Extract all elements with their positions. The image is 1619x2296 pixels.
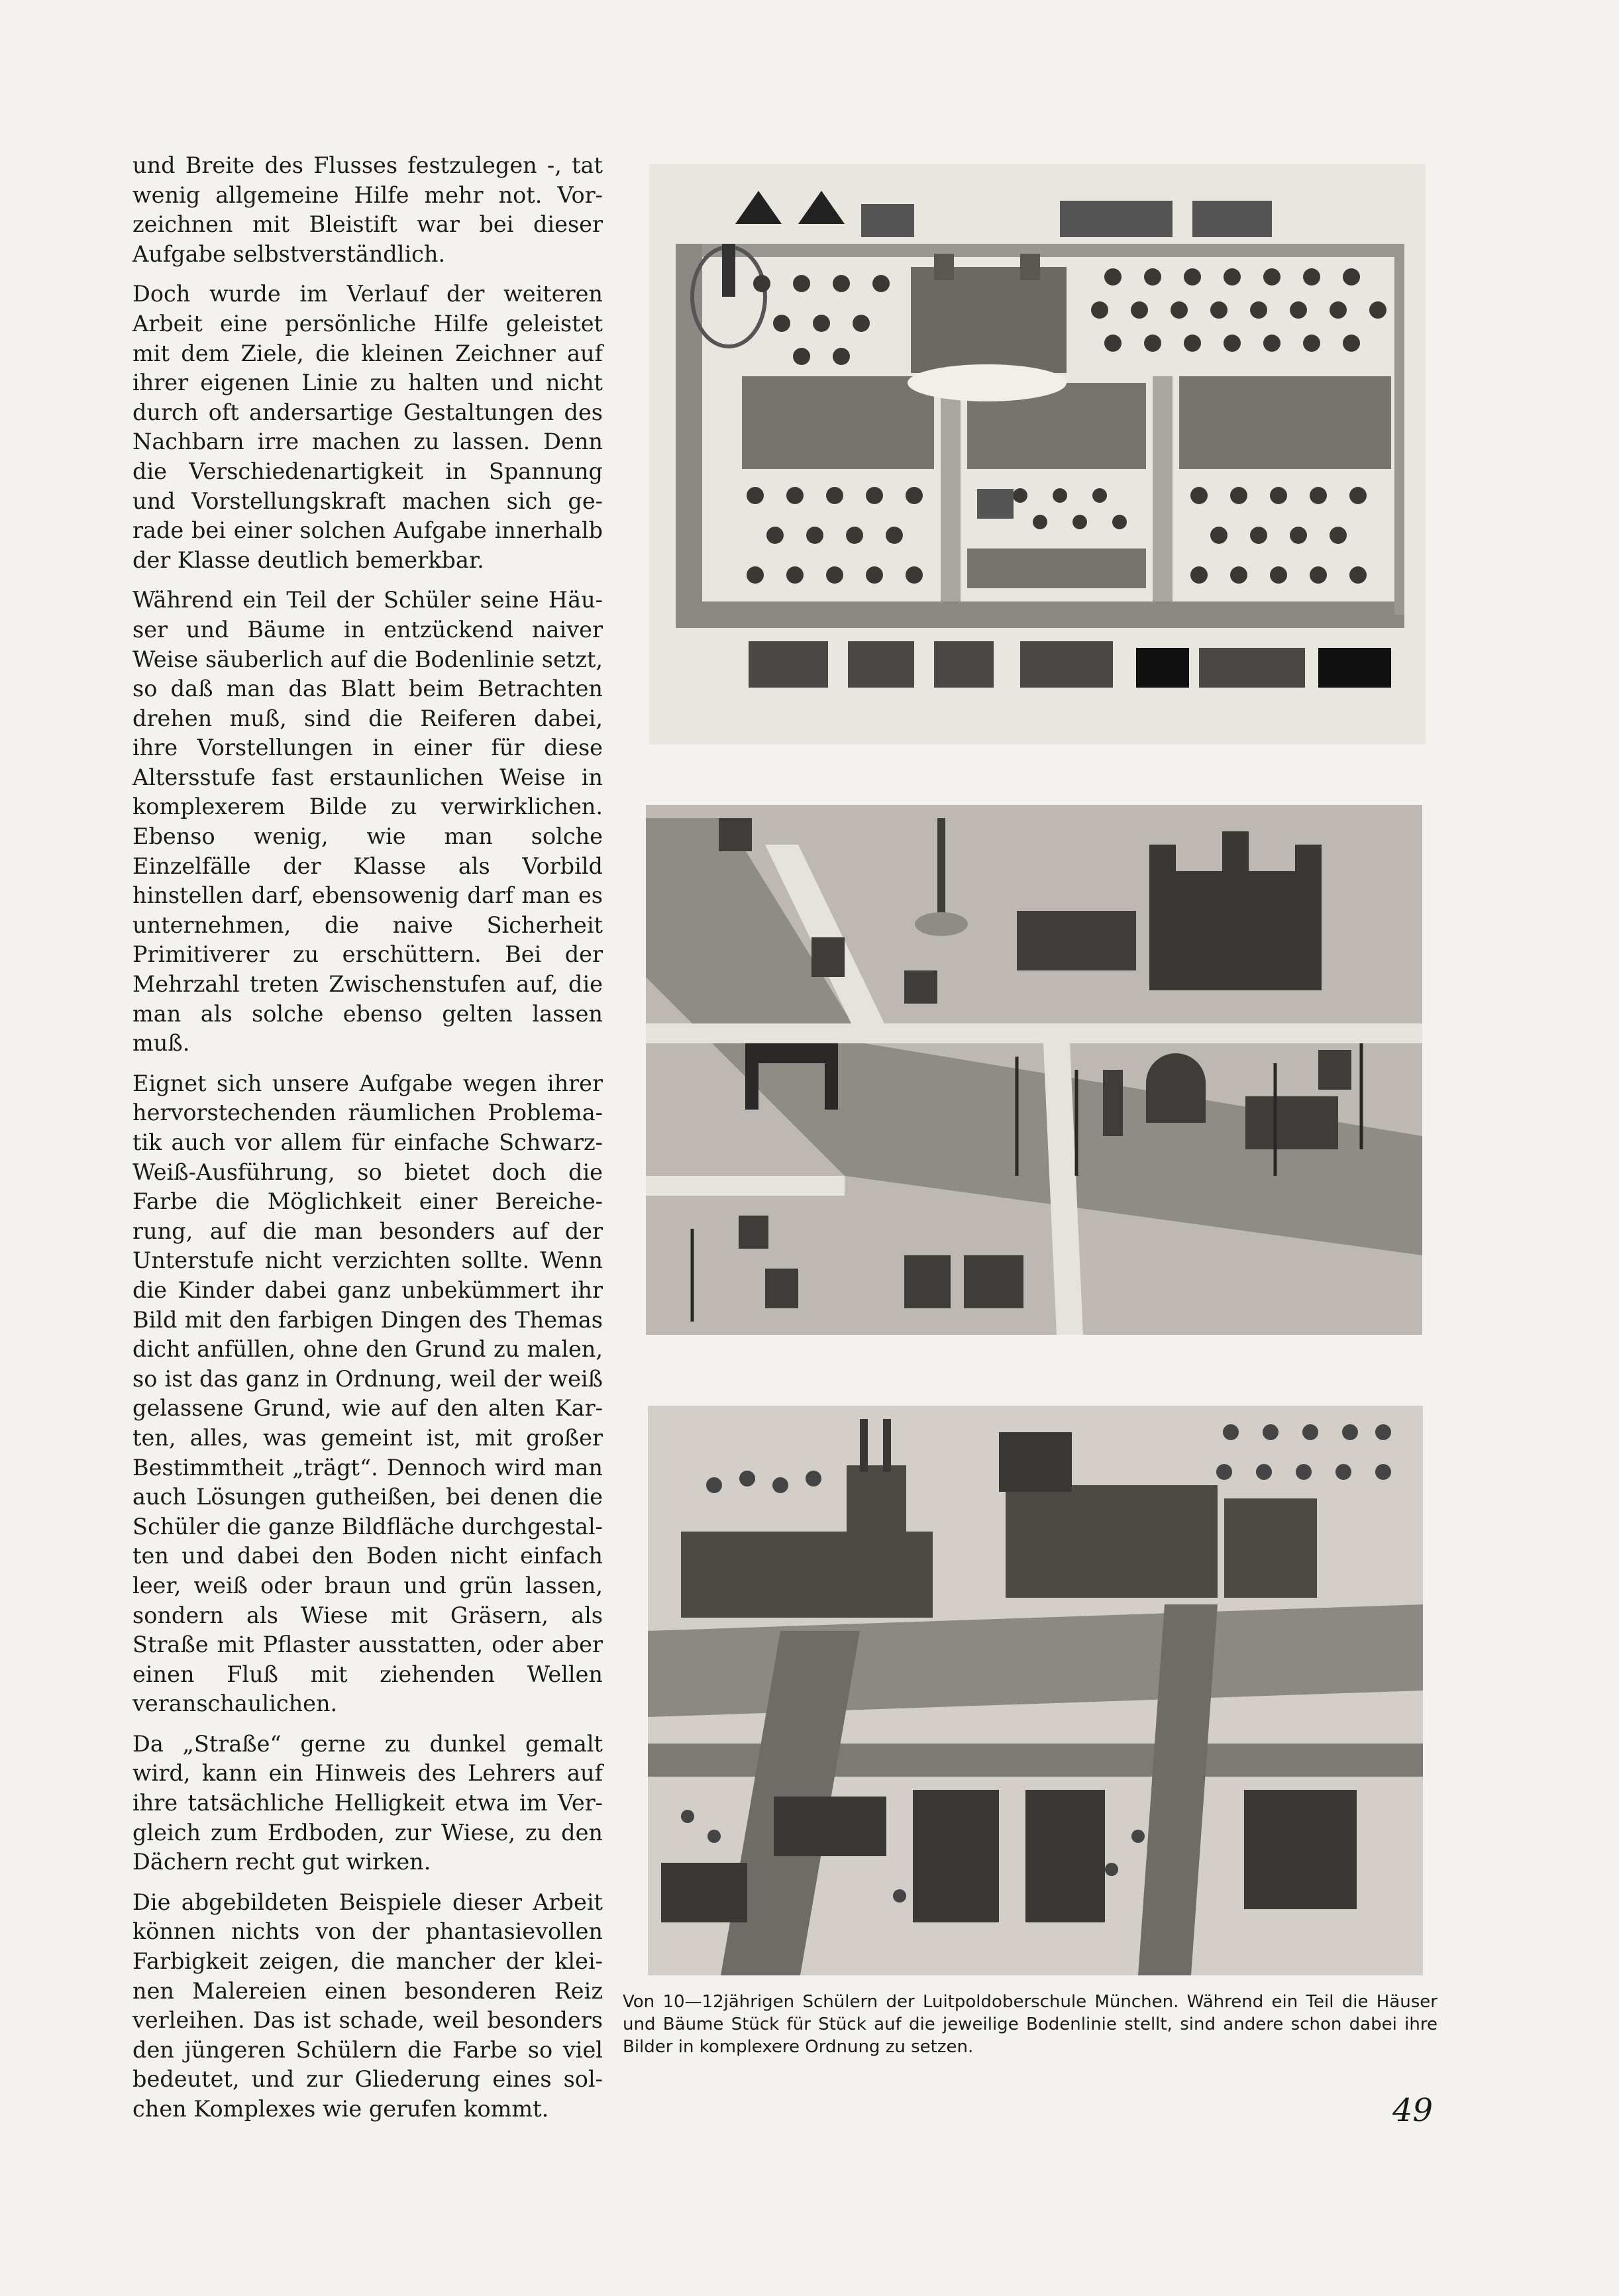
figure-drawing-town-river — [648, 1406, 1423, 1975]
river-town-illustration — [646, 805, 1422, 1335]
body-paragraph-5: Da „Straße“ gerne zu dunkel gemalt wird, kann ein Hinweis des Lehrers auf ihre tatsächliche Helligkeit etwa im Vergleich zum Erdboden, zur Wiese, zu den Dächern recht gut wirken. — [132, 1730, 603, 1875]
body-paragraph-4: Eignet sich unsere Aufgabe wegen ihrer hervorstechenden räumlichen Problematik auch vor allem für einfache Schwarz-Weiß-Ausführung, so bietet doch die Farbe die Möglichkeit einer Bereicherung, auf die man besonders auf der Unterstufe nicht verzichten sollte. Wenn die Kinder dabei ganz unbekümmert ihr Bild mit den farbigen Dingen des Themas dicht anfüllen, ohne den Grund zu malen, so ist das ganz in Ordnung, weil der weiß gelassene Grund, wie auf den alten Karten, alles, was gemeint ist, mit großer Bestimmtheit „trägt“. Dennoch wird man auch Lösungen gutheißen, bei denen die Schüler die ganze Bildfläche durchgestalten und dabei den Boden nicht einfach leer, weiß oder braun und grün lassen, sondern als Wiese mit Gräsern, als Straße mit Pflaster ausstatten, oder aber einen Fluß mit ziehenden Wellen veranschaulichen. — [132, 1070, 603, 1717]
figure-drawing-river-town — [646, 805, 1422, 1335]
town-river-illustration — [648, 1406, 1423, 1975]
figure-caption: Von 10—12jährigen Schülern der Luitpoldoberschule München. Während ein Teil die Häuser und Bäume Stück für Stück auf die jeweilige Bodenlinie stellt, sind andere schon dabei ihre Bilder in komplexere Ordnung zu setzen. — [623, 1992, 1437, 2057]
park-map-illustration — [649, 164, 1426, 745]
page-number: 49 — [1392, 2092, 1434, 2129]
body-paragraph-3: Während ein Teil der Schüler seine Häuser und Bäume in entzückend naiver Weise säuberlich auf die Bodenlinie setzt, so daß man das Blatt beim Betrachten drehen muß, sind die Reiferen dabei, ihre Vorstellungen in einer für diese Altersstufe fast erstaunlichen Weise in komplexerem Bilde zu verwirklichen. Ebenso wenig, wie man solche Einzelfälle der Klasse als Vorbild hinstellen darf, ebensowenig darf man es unternehmen, die naive Sicherheit Primitiverer zu erschüttern. Bei der Mehrzahl treten Zwischenstufen auf, die man als solche ebenso gelten lassen muß. — [132, 587, 603, 1057]
body-paragraph-2: Doch wurde im Verlauf der weiteren Arbeit eine persönliche Hilfe geleistet mit dem Ziele, die kleinen Zeichner auf ihrer eigenen Linie zu halten und nicht durch oft andersartige Gestaltungen des Nachbarn irre machen zu lassen. Denn die Verschiedenartigkeit in Spannung und Vorstellungskraft machen sich gerade bei einer solchen Aufgabe innerhalb der Klasse deutlich bemerkbar. — [132, 281, 603, 573]
body-paragraph-1: und Breite des Flusses festzulegen -, tat wenig allgemeine Hilfe mehr not. Vorzeichnen mit Bleistift war bei dieser Aufgabe selbstverständlich. — [132, 152, 603, 267]
body-text-column — [132, 151, 603, 2135]
body-paragraph-6: Die abgebildeten Beispiele dieser Arbeit können nichts von der phantasievollen Farbigkeit zeigen, die mancher der kleinen Malereien einen besonderen Reiz verleihen. Das ist schade, weil besonders den jüngeren Schülern die Farbe so viel bedeutet, und zur Gliederung eines solchen Komplexes wie gerufen kommt. — [132, 1889, 603, 2122]
figure-drawing-park-map — [649, 164, 1426, 745]
